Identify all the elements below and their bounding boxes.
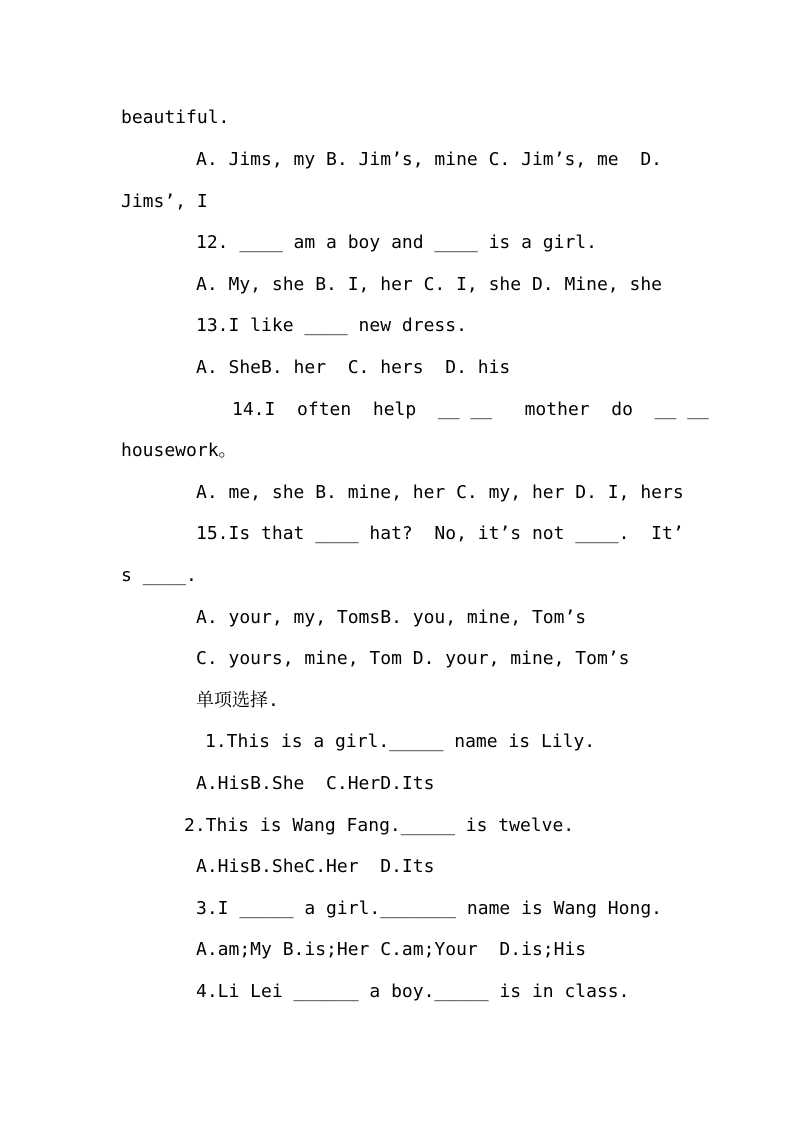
section-heading: 单项选择. xyxy=(196,690,279,711)
section-question-1: 1.This is a girl._____ name is Lily. xyxy=(205,731,596,752)
section-question-3: 3.I _____ a girl._______ name is Wang Hong. xyxy=(196,898,662,919)
section-options-1: A.HisB.She C.HerD.Its xyxy=(196,773,435,794)
section-options-2: A.HisB.SheC.Her D.Its xyxy=(196,856,435,877)
section-options-3: A.am;My B.is;Her C.am;Your D.is;His xyxy=(196,939,587,960)
options-q13: A. SheB. her C. hers D. his xyxy=(196,357,511,378)
section-question-4: 4.Li Lei ______ a boy._____ is in class. xyxy=(196,981,630,1002)
options-q12: A. My, she B. I, her C. I, she D. Mine, she xyxy=(196,274,662,295)
option-line-q11-abcd: A. Jims, my B. Jim’s, mine C. Jim’s, me D. xyxy=(196,149,662,170)
question-12: 12. ____ am a boy and ____ is a girl. xyxy=(196,232,597,253)
options-q14: A. me, she B. mine, her C. my, her D. I, hers xyxy=(196,482,684,503)
text-line-beautiful: beautiful. xyxy=(121,107,230,128)
question-14: 14.I often help __ __ mother do __ __ xyxy=(232,399,709,420)
question-13: 13.I like ____ new dress. xyxy=(196,315,467,336)
options-q15-ab: A. your, my, TomsB. you, mine, Tom’s xyxy=(196,607,587,628)
option-line-q11-continued: Jims’, I xyxy=(121,191,208,212)
options-q15-cd: C. yours, mine, Tom D. your, mine, Tom’s xyxy=(196,648,630,669)
question-15-continued: s ____. xyxy=(121,565,197,586)
section-question-2: 2.This is Wang Fang._____ is twelve. xyxy=(184,815,575,836)
question-14-continued: housework。 xyxy=(121,440,237,461)
question-15: 15.Is that ____ hat? No, it’s not ____. It’ xyxy=(196,523,684,544)
